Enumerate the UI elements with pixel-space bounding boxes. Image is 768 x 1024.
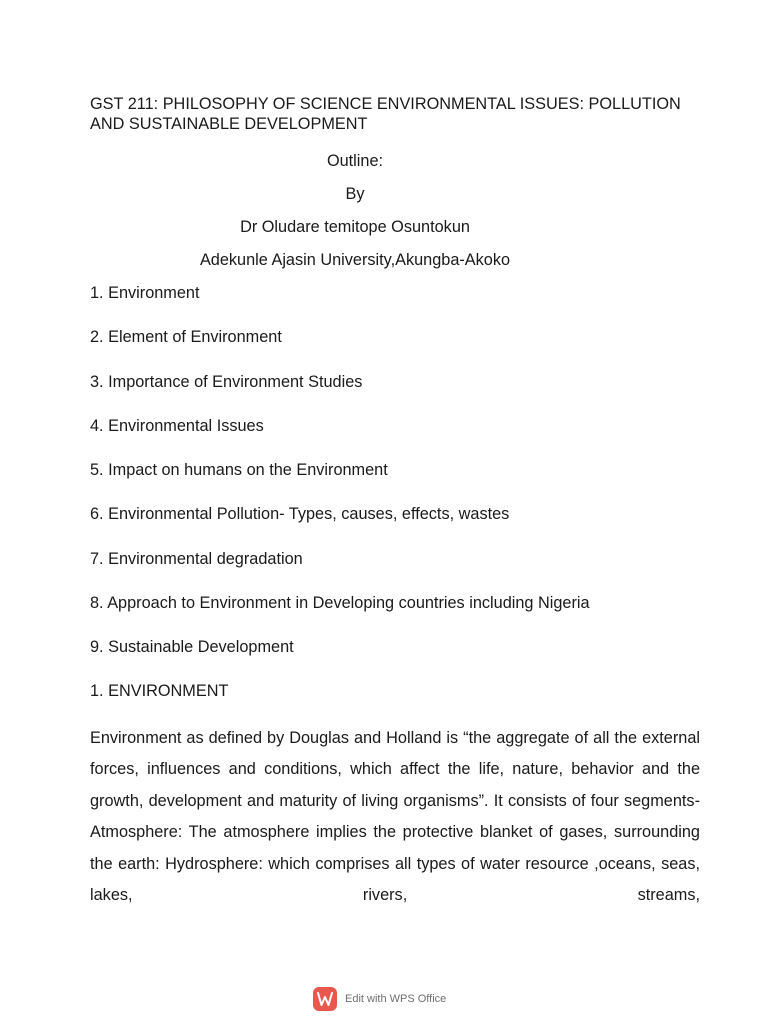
author-name: Dr Oludare temitope Osuntokun: [240, 218, 470, 236]
document-title: GST 211: PHILOSOPHY OF SCIENCE ENVIRONMENTAL ISSUES: POLLUTION AND SUSTAINABLE DEVELOPMENT: [90, 95, 681, 133]
outline-item: 6. Environmental Pollution- Types, causes, effects, wastes: [90, 505, 510, 524]
outline-item: 8. Approach to Environment in Developing countries including Nigeria: [90, 594, 590, 613]
body-paragraph: Environment as defined by Douglas and Holland is “the aggregate of all the external forces, influences and conditions, which affect the life, nature, behavior and the growth, development and maturity of living organisms”. It consists of four segments- Atmosphere: The atmosphere implies the protective blanket of gases, surrounding the earth: Hydrosphere: which comprises all types of water resource ,oceans, seas, lakes, rivers, streams,: [90, 729, 700, 905]
outline-item: 7. Environmental degradation: [90, 549, 303, 568]
outline-list: [90, 283, 590, 682]
outline-item: 1. Environment: [90, 284, 200, 302]
section-heading: 1. ENVIRONMENT: [90, 682, 229, 700]
wps-badge-label: Edit with WPS Office: [345, 993, 447, 1005]
outline-item: 5. Impact on humans on the Environment: [90, 461, 388, 480]
outline-item: 4. Environmental Issues: [90, 416, 264, 435]
institution-name: Adekunle Ajasin University,Akungba-Akoko: [199, 251, 511, 269]
wps-logo-icon: [313, 987, 337, 1011]
edit-with-wps-badge[interactable]: [313, 986, 446, 1012]
by-label: By: [345, 185, 365, 203]
outline-item: 3. Importance of Environment Studies: [90, 372, 363, 391]
outline-label: Outline:: [326, 152, 384, 170]
outline-item: 2. Element of Environment: [90, 328, 282, 347]
outline-item: 9. Sustainable Development: [90, 638, 294, 657]
